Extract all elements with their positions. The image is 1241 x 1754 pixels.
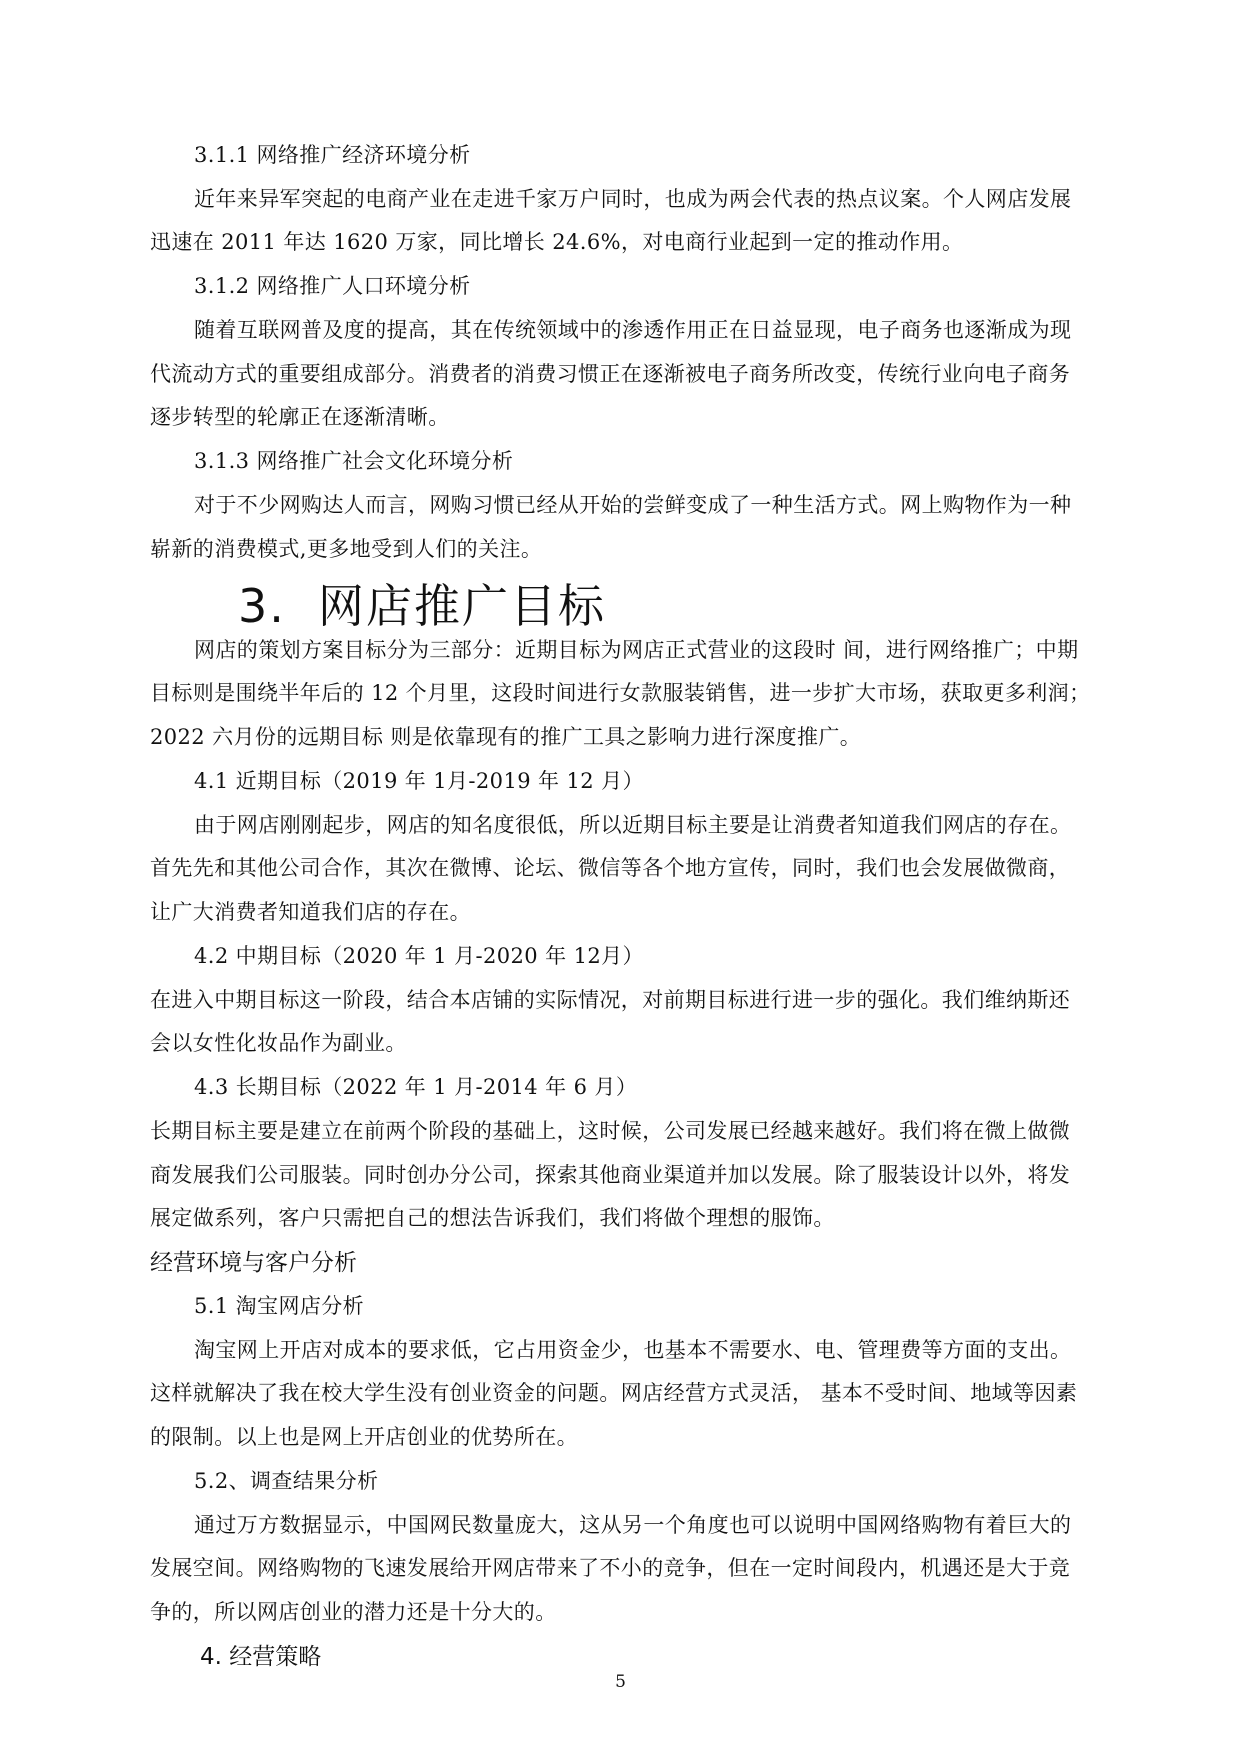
subsection-heading-4-1: 4.1 近期目标（2019 年 1月-2019 年 12 月） — [194, 769, 644, 793]
paragraph-line: 网店的策划方案目标分为三部分：近期目标为网店正式营业的这段时 间，进行网络推广；中期 — [194, 638, 1079, 662]
subsection-heading-3-1-1: 3.1.1 网络推广经济环境分析 — [194, 143, 471, 167]
subsection-heading-5-2: 5.2、调查结果分析 — [194, 1469, 379, 1493]
subsection-heading-4-3: 4.3 长期目标（2022 年 1 月-2014 年 6 月） — [194, 1075, 638, 1099]
paragraph-line: 淘宝网上开店对成本的要求低，它占用资金少，也基本不需要水、电、管理费等方面的支出。 — [194, 1338, 1072, 1362]
subsection-heading-3-1-2: 3.1.2 网络推广人口环境分析 — [194, 274, 471, 298]
paragraph-line: 近年来异军突起的电商产业在走进千家万户同时，也成为两会代表的热点议案。个人网店发展 — [194, 187, 1072, 211]
section-heading-3 — [238, 578, 606, 634]
section-title: 网店推广目标 — [318, 579, 606, 633]
paragraph-line: 的限制。以上也是网上开店创业的优势所在。 — [150, 1425, 578, 1449]
paragraph-line: 商发展我们公司服装。同时创办分公司，探索其他商业渠道并加以发展。除了服装设计以外，将发 — [150, 1163, 1071, 1187]
paragraph-line: 迅速在 2011 年达 1620 万家，同比增长 24.6%，对电商行业起到一定的推动作用。 — [150, 230, 964, 254]
paragraph-line: 这样就解决了我在校大学生没有创业资金的问题。网店经营方式灵活， 基本不受时间、地域等因素 — [150, 1381, 1078, 1405]
paragraph-line: 长期目标主要是建立在前两个阶段的基础上，这时候，公司发展已经越来越好。我们将在微上做微 — [150, 1119, 1071, 1143]
subsection-heading-5-1: 5.1 淘宝网店分析 — [194, 1294, 365, 1318]
paragraph-line: 由于网店刚刚起步，网店的知名度很低，所以近期目标主要是让消费者知道我们网店的存在。 — [194, 813, 1072, 837]
paragraph-line: 首先先和其他公司合作，其次在微博、论坛、微信等各个地方宣传，同时，我们也会发展做微商， — [150, 856, 1071, 880]
section-number: 3. — [238, 579, 286, 633]
subsection-heading-3-1-3: 3.1.3 网络推广社会文化环境分析 — [194, 449, 514, 473]
paragraph-line: 让广大消费者知道我们店的存在。 — [150, 900, 471, 924]
paragraph-line: 通过万方数据显示，中国网民数量庞大，这从另一个角度也可以说明中国网络购物有着巨大的 — [194, 1513, 1072, 1537]
paragraph-line: 争的，所以网店创业的潜力还是十分大的。 — [150, 1600, 557, 1624]
page-number: 5 — [615, 1672, 626, 1692]
paragraph-line: 发展空间。网络购物的飞速发展给开网店带来了不小的竞争，但在一定时间段内，机遇还是大于竞 — [150, 1556, 1071, 1580]
paragraph-line: 在进入中期目标这一阶段，结合本店铺的实际情况，对前期目标进行进一步的强化。我们维纳斯还 — [150, 988, 1071, 1012]
section-heading-strategy: 4. 经营策略 — [200, 1644, 322, 1670]
paragraph-line: 对于不少网购达人而言，网购习惯已经从开始的尝鲜变成了一种生活方式。网上购物作为一种 — [194, 493, 1072, 517]
paragraph-line: 逐步转型的轮廓正在逐渐清晰。 — [150, 405, 450, 429]
paragraph-line: 展定做系列，客户只需把自己的想法告诉我们，我们将做个理想的服饰。 — [150, 1206, 835, 1230]
paragraph-line: 随着互联网普及度的提高，其在传统领域中的渗透作用正在日益显现，电子商务也逐渐成为现 — [194, 318, 1072, 342]
paragraph-line: 崭新的消费模式,更多地受到人们的关注。 — [150, 537, 543, 561]
paragraph-line: 2022 六月份的远期目标 则是依靠现有的推广工具之影响力进行深度推广。 — [150, 725, 862, 749]
subsection-heading-4-2: 4.2 中期目标（2020 年 1 月-2020 年 12月） — [194, 944, 644, 968]
section-heading-business: 经营环境与客户分析 — [150, 1250, 357, 1276]
paragraph-line: 代流动方式的重要组成部分。消费者的消费习惯正在逐渐被电子商务所改变，传统行业向电子商务 — [150, 362, 1071, 386]
paragraph-line: 目标则是围绕半年后的 12 个月里，这段时间进行女款服装销售，进一步扩大市场，获取更多利润； — [150, 681, 1091, 705]
paragraph-line: 会以女性化妆品作为副业。 — [150, 1031, 407, 1055]
